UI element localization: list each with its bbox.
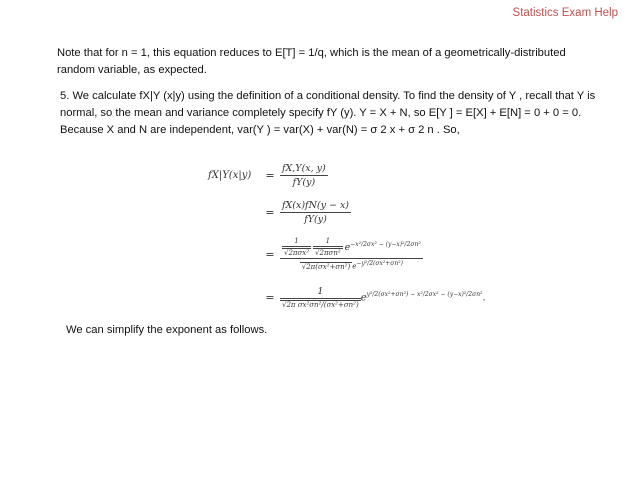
equals-sign: = bbox=[265, 205, 275, 219]
step4-denominator: √2π σx²σn²/(σx²+σn²) bbox=[282, 300, 359, 309]
step3-exponent: −x²/2σx² − (y−x)²/2σn² bbox=[350, 241, 421, 249]
step3-denominator: √2π(σx²+σn²) bbox=[301, 262, 351, 271]
equation-row-1 bbox=[208, 157, 486, 193]
paragraph-geometric-note: Note that for n = 1, this equation reduces to E[T] = 1/q, which is the mean of a geometrically-distributed random variable, as expected. bbox=[57, 47, 566, 76]
step1-numerator: fX,Y(x, y) bbox=[282, 162, 326, 174]
step3-num-a: 1 bbox=[294, 237, 299, 246]
equation-row-4 bbox=[208, 277, 486, 317]
equation-lhs: fX|Y(x|y) bbox=[208, 169, 252, 181]
equals-sign: = bbox=[265, 290, 275, 304]
exp-base: e bbox=[344, 242, 351, 254]
fraction-step-4 bbox=[280, 286, 361, 309]
exp-base: e bbox=[352, 262, 357, 271]
step1-denominator: fY(y) bbox=[292, 176, 316, 188]
fraction-step-3 bbox=[280, 237, 423, 270]
step3-den-exponent: −y²/2(σx²+σn²) bbox=[356, 260, 403, 268]
step2-denominator: fY(y) bbox=[304, 213, 327, 225]
paragraph-simplify-exponent: We can simplify the exponent as follows. bbox=[66, 324, 268, 336]
equals-sign: = bbox=[265, 247, 275, 261]
step3-den-b: √2πσn² bbox=[315, 249, 341, 258]
step3-den-a: √2πσx² bbox=[284, 249, 310, 258]
step2-numerator: fX(x)fN(y − x) bbox=[282, 199, 350, 211]
equation-row-2 bbox=[208, 193, 486, 231]
step4-numerator: 1 bbox=[317, 285, 324, 297]
conditional-density-equation bbox=[208, 157, 486, 317]
paragraph-conditional-density: 5. We calculate fX|Y (x|y) using the definition of a conditional density. To find the density of Y , recall that Y is normal, so the mean and variance completely specify fY (y). Y = X + N, so E[Y ] = E[X] + E[N] = 0 + 0 = 0. Because X and N are independent, var(Y ) = var(X) + var(N) = σ 2 x + σ 2 n . So, bbox=[60, 90, 596, 136]
header-title: Statistics Exam Help bbox=[512, 7, 618, 19]
step4-exponent: y²/2(σx²+σn²) − x²/2σx² − (y−x)²/2σn² bbox=[366, 290, 483, 298]
exp-base: e bbox=[360, 292, 367, 304]
fraction-step-2 bbox=[280, 200, 351, 225]
fraction-step-1 bbox=[280, 163, 328, 188]
equation-period: . bbox=[482, 292, 486, 304]
equation-row-3 bbox=[208, 231, 486, 277]
equals-sign: = bbox=[265, 168, 275, 182]
step3-num-b: 1 bbox=[325, 237, 331, 246]
